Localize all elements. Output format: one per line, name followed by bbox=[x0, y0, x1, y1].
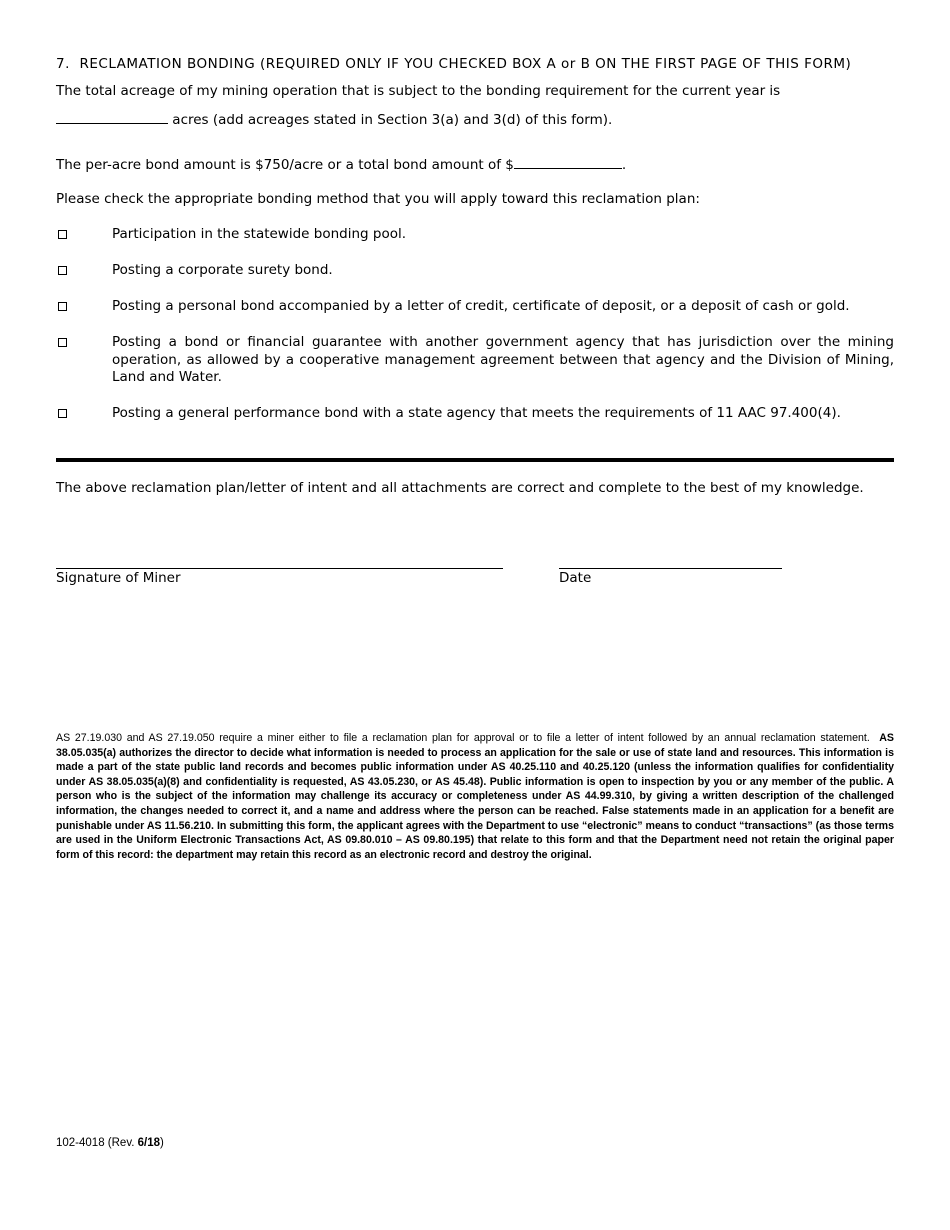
section-heading bbox=[56, 56, 851, 73]
legal-notice bbox=[56, 731, 894, 862]
acres-field[interactable] bbox=[56, 110, 168, 124]
legal-notice-intro: AS 27.19.030 and AS 27.19.050 require a miner either to file a reclamation plan for approval or to file a letter of intent followed by an annual reclamation statement. bbox=[56, 732, 870, 744]
form-number: 102-4018 (Rev. bbox=[56, 1137, 135, 1149]
date-line[interactable] bbox=[559, 568, 782, 569]
option-government-agency-checkbox[interactable] bbox=[58, 338, 67, 347]
section-divider bbox=[56, 458, 894, 462]
option-personal-bond-label: Posting a personal bond accompanied by a letter of credit, certificate of deposit, or a deposit of cash or gold. bbox=[112, 298, 850, 314]
acreage-line-2-text: acres (add acreages stated in Section 3(a) and 3(d) of this form). bbox=[172, 112, 613, 128]
signature-line[interactable] bbox=[56, 568, 503, 569]
bond-amount-line bbox=[56, 155, 626, 174]
section-subtitle: (REQUIRED ONLY IF YOU CHECKED BOX A or B ON THE FIRST PAGE OF THIS FORM) bbox=[259, 56, 852, 72]
section-number: 7. bbox=[56, 56, 70, 72]
option-performance-bond-label: Posting a general performance bond with a state agency that meets the requirements of 11 AAC 97.400(4). bbox=[112, 405, 841, 421]
bond-amount-text: The per-acre bond amount is $750/acre or a total bond amount of $ bbox=[56, 157, 514, 173]
option-corporate-surety-label: Posting a corporate surety bond. bbox=[112, 262, 333, 278]
form-revision: 6/18 bbox=[137, 1137, 161, 1149]
option-statewide-pool-checkbox[interactable] bbox=[58, 230, 67, 239]
bonding-method-prompt: Please check the appropriate bonding method that you will apply toward this reclamation plan: bbox=[56, 191, 700, 207]
section-title: RECLAMATION BONDING bbox=[79, 56, 256, 72]
acreage-line-2 bbox=[56, 110, 612, 129]
option-personal-bond-checkbox[interactable] bbox=[58, 302, 67, 311]
certification-statement: The above reclamation plan/letter of intent and all attachments are correct and complete to the best of my knowledge. bbox=[56, 480, 864, 496]
option-corporate-surety-checkbox[interactable] bbox=[58, 266, 67, 275]
legal-notice-bold: AS 38.05.035(a) authorizes the director to decide what information is needed to process an application for the sale or use of state land and resources. This information is made a part of the state public land records and becomes public information under AS 40.25.110 and 40.25.120 (unless the information qualifies for confidentiality under AS 38.05.035(a)(8) and confidentiality is requested, AS 43.05.230, or AS 45.48). Public information is open to inspection by you or any member of the public. A person who is the subject of the information may challenge its accuracy or completeness under AS 44.99.310, by giving a written description of the challenged information, the changes needed to correct it, and a name and address where the person can be reached. False statements made in an application for a benefit are punishable under AS 11.56.210. In submitting this form, the applicant agrees with the Department to use “electronic” means to conduct “transactions” (as those terms are used in the Uniform Electronic Transactions Act, AS 09.80.010 – AS 09.80.195) that relate to this form and that the Department need not retain the original paper form of this record: the department may retain this record as an electronic record and destroy the original. bbox=[56, 732, 894, 861]
form-footer bbox=[56, 1137, 164, 1149]
form-footer-close: ) bbox=[160, 1137, 164, 1149]
bond-amount-field[interactable] bbox=[514, 155, 622, 169]
date-label: Date bbox=[559, 570, 592, 586]
acreage-line-1: The total acreage of my mining operation that is subject to the bonding requirement for the current year is bbox=[56, 83, 781, 99]
signature-label: Signature of Miner bbox=[56, 570, 181, 586]
bond-amount-end: . bbox=[621, 157, 627, 173]
option-government-agency-label: Posting a bond or financial guarantee with another government agency that has jurisdiction over the mining operation, as allowed by a cooperative management agreement between that agency and the Division of Mining, Land and Water. bbox=[112, 334, 894, 385]
option-performance-bond-checkbox[interactable] bbox=[58, 409, 67, 418]
option-statewide-pool-label: Participation in the statewide bonding pool. bbox=[112, 226, 407, 242]
